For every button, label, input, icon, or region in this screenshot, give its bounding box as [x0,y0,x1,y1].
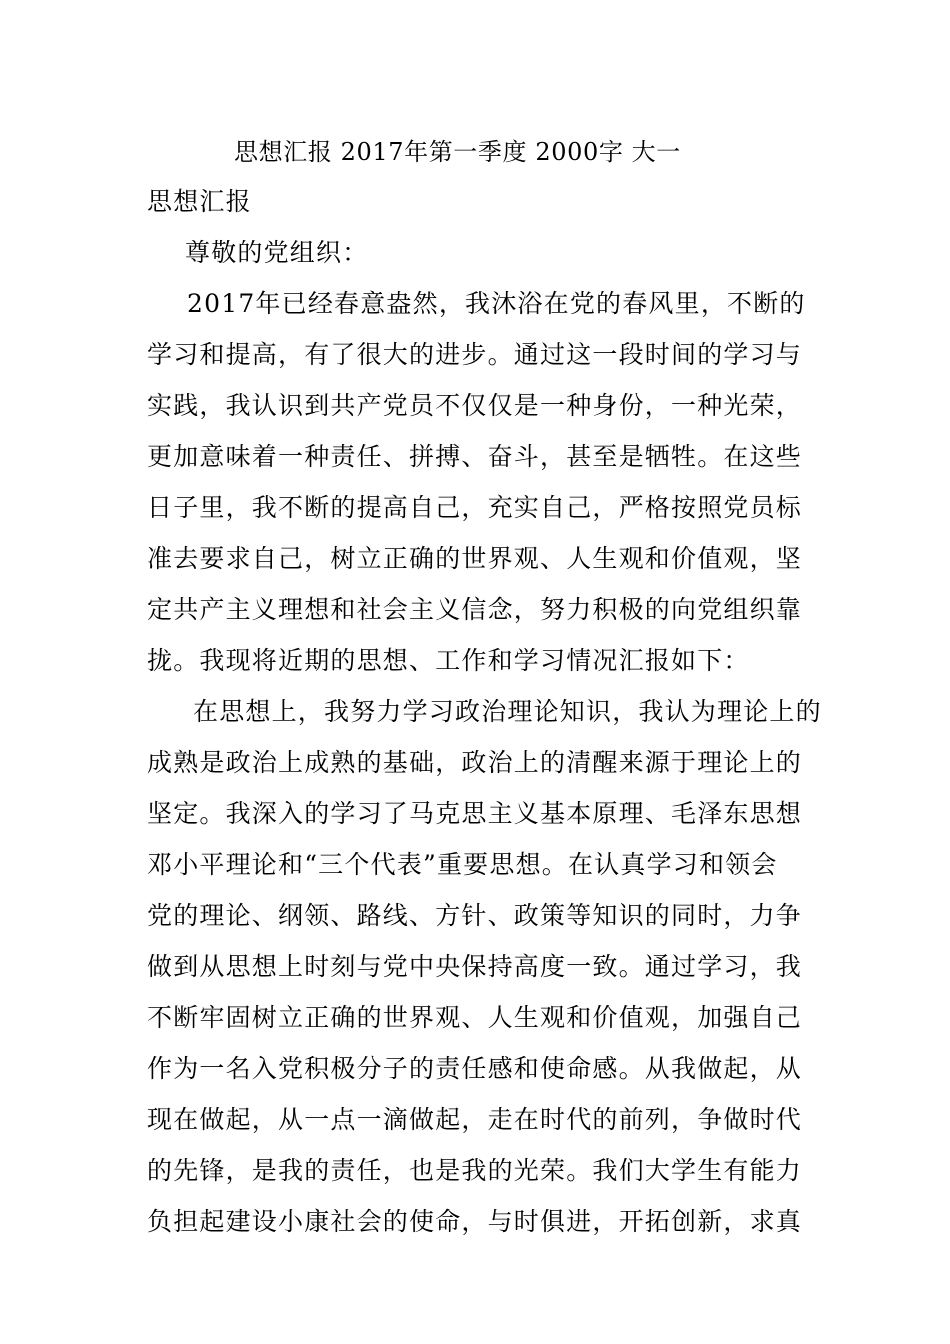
paragraph-2-line-8: 作为一名入党积极分子的责任感和使命感。从我做起，从 [147,1054,803,1083]
paragraph-2-line-5: 党的理论、纲领、路线、方针、政策等知识的同时，力争 [147,901,803,930]
paragraph-1-line-5: 日子里，我不断的提高自己，充实自己，严格按照党员标 [147,493,803,522]
paragraph-1-line-6: 准去要求自己，树立正确的世界观、人生观和价值观，坚 [147,544,803,573]
paragraph-2-line-11: 负担起建设小康社会的使命，与时俱进，开拓创新，求真 [147,1207,803,1236]
paragraph-1-line-2: 学习和提高，有了很大的进步。通过这一段时间的学习与 [147,340,803,369]
document-title-line-2: 思想汇报 [147,187,252,216]
paragraph-2-line-1: 在思想上，我努力学习政治理论知识，我认为理论上的 [193,697,822,726]
paragraph-2-line-3: 坚定。我深入的学习了马克思主义基本原理、毛泽东思想 [147,799,803,828]
paragraph-2-line-2: 成熟是政治上成熟的基础，政治上的清醒来源于理论上的 [147,748,803,777]
paragraph-2-line-6: 做到从思想上时刻与党中央保持高度一致。通过学习，我 [147,952,803,981]
document-title-line-1: 思想汇报 2017年第一季度 2000字 大一 [234,138,681,166]
salutation: 尊敬的党组织： [185,238,369,267]
paragraph-1-line-4: 更加意味着一种责任、拼搏、奋斗，甚至是牺牲。在这些 [147,442,803,471]
paragraph-1-line-1: 2017年已经春意盎然，我沐浴在党的春风里，不断的 [187,289,806,318]
paragraph-2-line-4: 邓小平理论和“三个代表”重要思想。在认真学习和领会 [147,850,778,879]
paragraph-1-line-3: 实践，我认识到共产党员不仅仅是一种身份，一种光荣， [147,391,803,420]
paragraph-2-line-10: 的先锋，是我的责任，也是我的光荣。我们大学生有能力 [147,1156,803,1185]
paragraph-2-line-9: 现在做起，从一点一滴做起，走在时代的前列，争做时代 [147,1105,803,1134]
paragraph-1-line-8: 拢。我现将近期的思想、工作和学习情况汇报如下： [147,646,750,675]
paragraph-1-line-7: 定共产主义理想和社会主义信念，努力积极的向党组织靠 [147,595,803,624]
paragraph-2-line-7: 不断牢固树立正确的世界观、人生观和价值观，加强自己 [147,1003,803,1032]
